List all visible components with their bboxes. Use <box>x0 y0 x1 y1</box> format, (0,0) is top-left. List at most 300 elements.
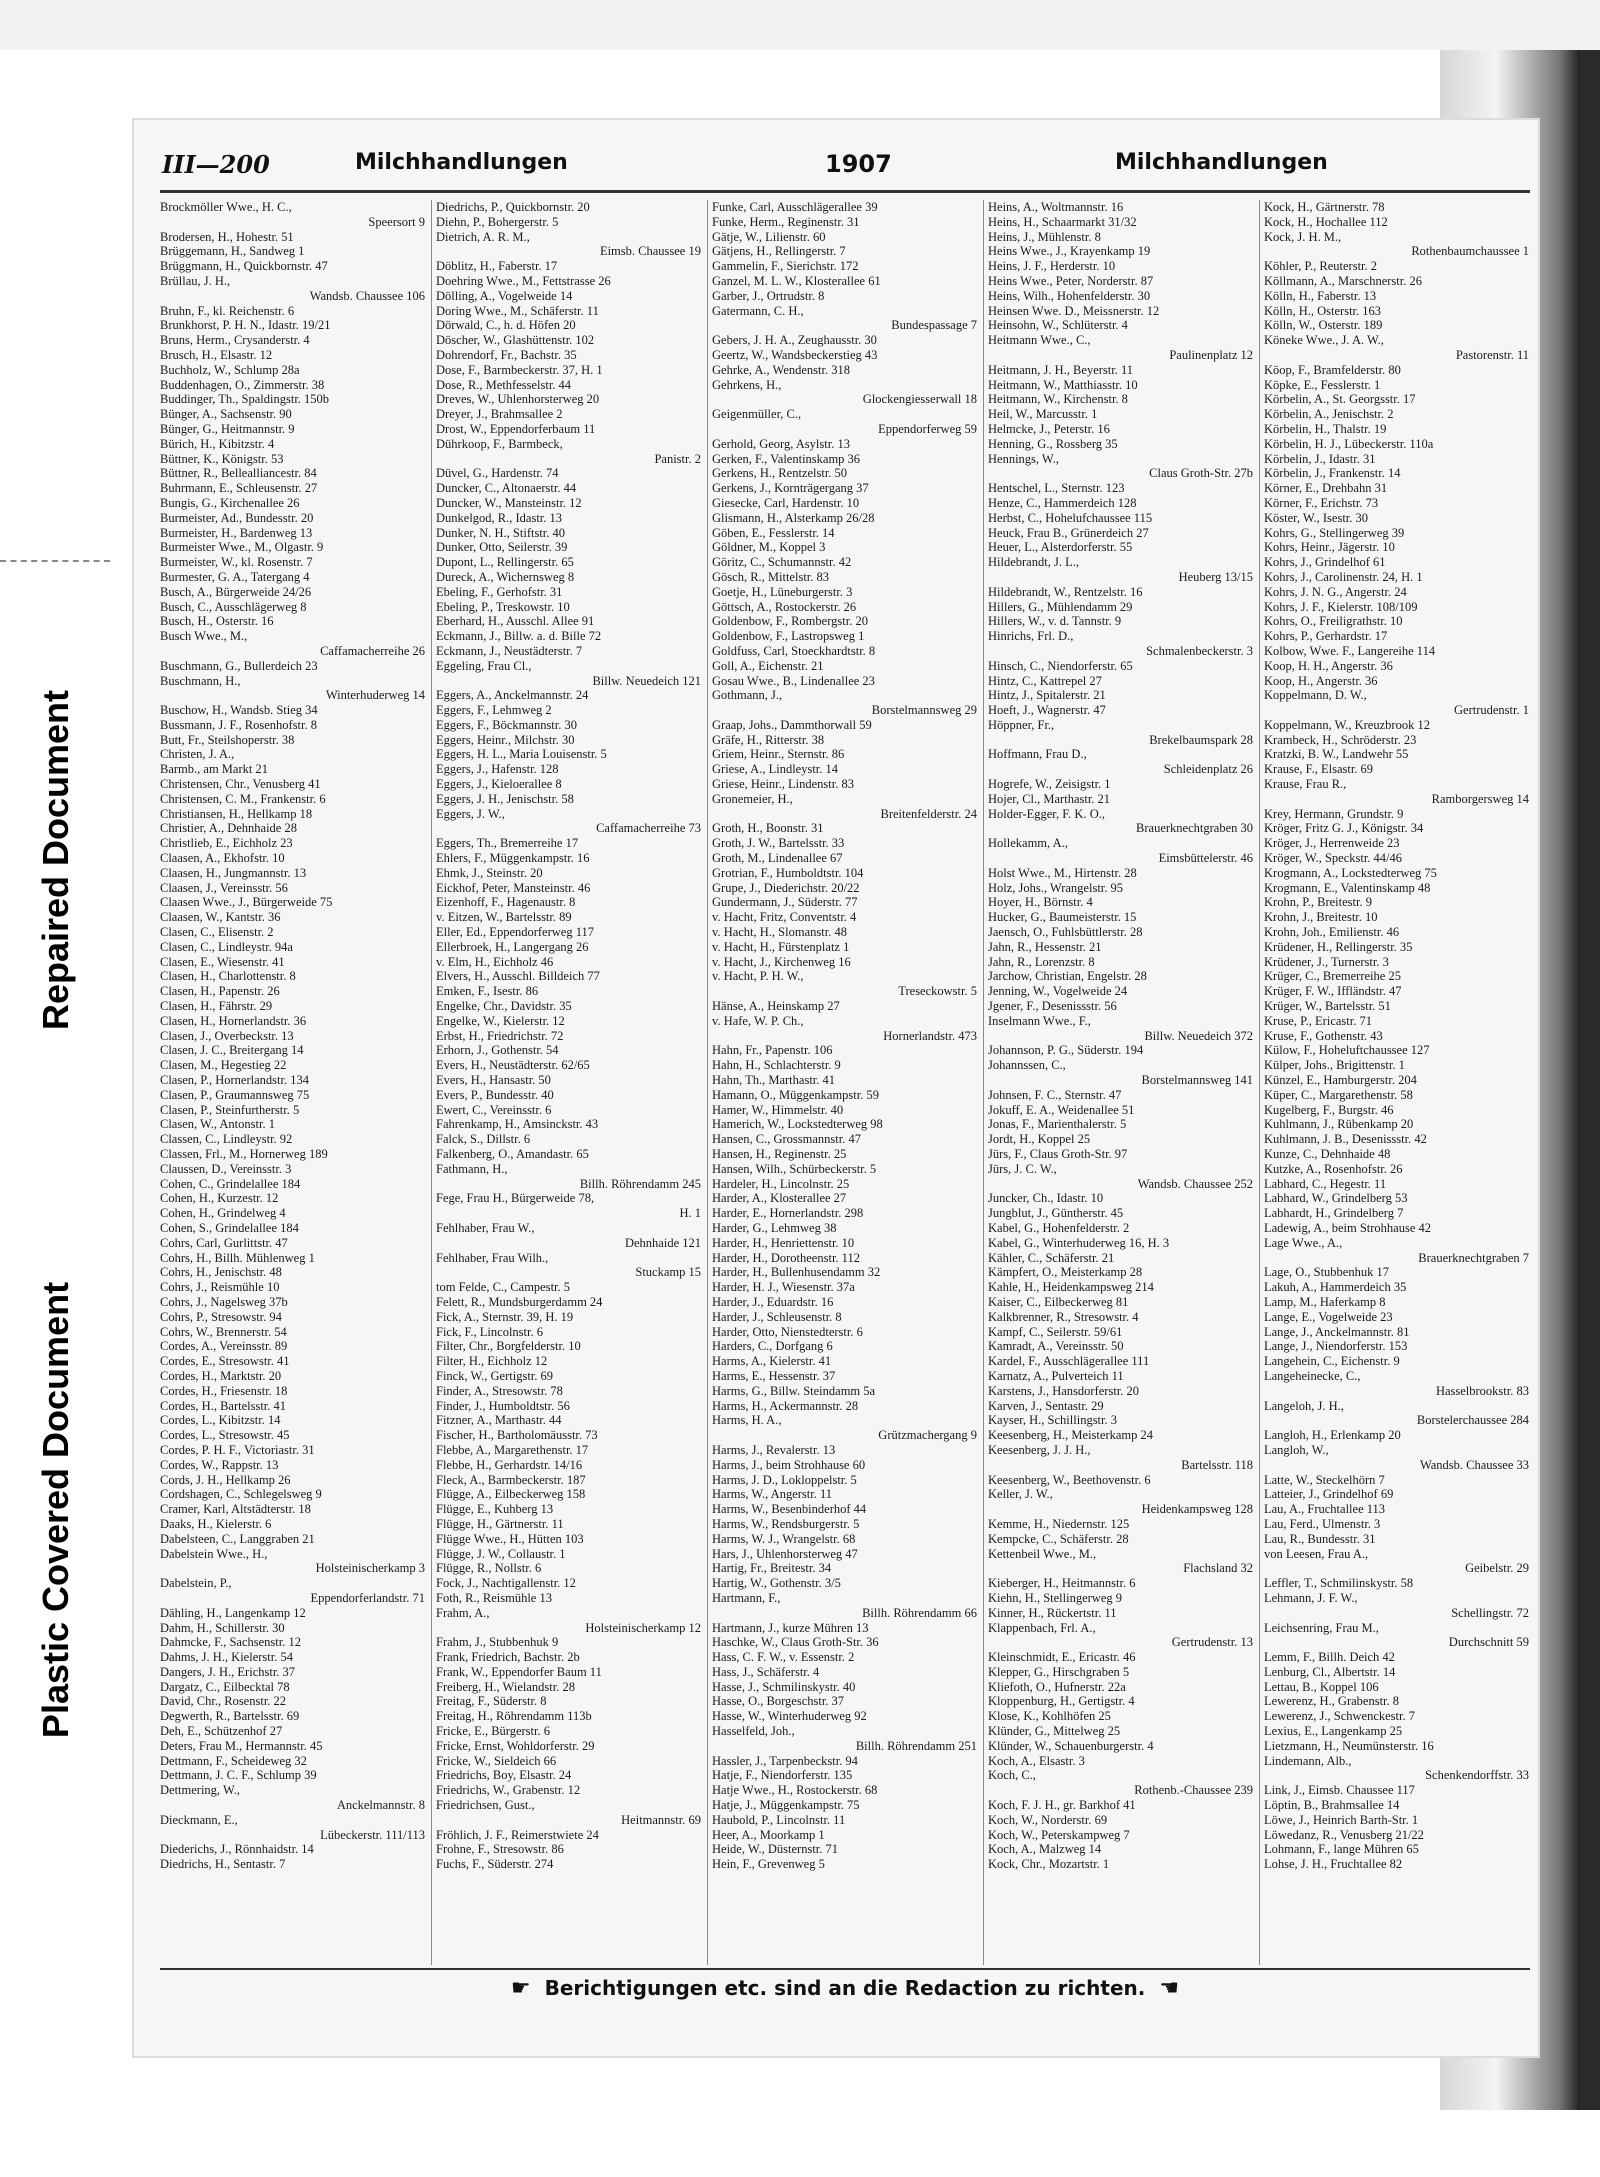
directory-entry: Gammelin, F., Sierichstr. 172 <box>712 259 859 274</box>
directory-entry: Koch, A., Elsastr. 3 <box>988 1753 1085 1768</box>
directory-entry: Köster, W., Isestr. 30 <box>1264 510 1369 525</box>
directory-entry: Harms, J., beim Strohhause 60 <box>712 1457 866 1472</box>
directory-entry: Kemme, H., Niedernstr. 125 <box>988 1516 1130 1531</box>
directory-entry: Gosau Wwe., B., Lindenallee 23 <box>712 673 875 688</box>
directory-entry: Hasse, W., Winterhuderweg 92 <box>712 1709 867 1724</box>
directory-entry: Kabel, G., Winterhuderweg 16, H. 3 <box>988 1235 1170 1250</box>
directory-entry: Dose, F., Barmbeckerstr. 37, H. 1 <box>436 362 603 377</box>
directory-entry: Schenkendorffstr. 33 <box>1425 1768 1529 1783</box>
directory-entry: Clasen, C., Lindleystr. 94a <box>160 939 293 954</box>
directory-entry: Leffler, T., Schmilinskystr. 58 <box>1264 1576 1414 1591</box>
directory-entry: Krüdener, H., Rellingerstr. 35 <box>1264 939 1413 954</box>
directory-entry: Künzel, E., Hamburgerstr. 204 <box>1264 1073 1417 1088</box>
directory-entry: Harms, W., Besenbinderhof 44 <box>712 1502 867 1517</box>
directory-entry: Hass, J., Schäferstr. 4 <box>712 1664 820 1679</box>
directory-entry: Harder, G., Lehmweg 38 <box>712 1220 837 1235</box>
directory-entry: Classen, C., Lindleystr. 92 <box>160 1132 293 1147</box>
directory-entry: Lehmann, J. F. W., <box>1264 1590 1358 1605</box>
directory-entry: Eller, Ed., Eppendorferweg 117 <box>436 925 595 940</box>
directory-entry: Fehlhaber, Frau W., <box>436 1220 535 1235</box>
directory-entry: Ganzel, M. L. W., Klosterallee 61 <box>712 273 881 288</box>
directory-entry: Bartelsstr. 118 <box>1181 1457 1253 1472</box>
directory-entry: Köneke Wwe., J. A. W., <box>1264 333 1384 348</box>
directory-entry: Kock, J. H. M., <box>1264 229 1342 244</box>
directory-entry: Eggers, J., Kieloerallee 8 <box>436 777 562 792</box>
directory-entry: Dunker, N. H., Stiftstr. 40 <box>436 525 566 540</box>
directory-entry: Hintz, J., Spitalerstr. 21 <box>988 688 1106 703</box>
directory-entry: Kieberger, H., Heitmannstr. 6 <box>988 1576 1136 1591</box>
directory-entry: Kruse, F., Gothenstr. 43 <box>1264 1028 1383 1043</box>
directory-entry: Kugelberg, F., Burgstr. 46 <box>1264 1102 1394 1117</box>
directory-entry: Rothenb.-Chaussee 239 <box>1134 1783 1253 1798</box>
directory-entry: Heuer, L., Alsterdorferstr. 55 <box>988 540 1133 555</box>
directory-entry: Cohrs, H., Billh. Mühlenweg 1 <box>160 1250 315 1265</box>
directory-entry: Heitmann, J. H., Beyerstr. 11 <box>988 362 1134 377</box>
directory-entry: Deh, E., Schützenhof 27 <box>160 1724 283 1739</box>
directory-entry: Holst Wwe., M., Hirtenstr. 28 <box>988 865 1137 880</box>
directory-entry: Heins, J., Mühlenstr. 8 <box>988 229 1101 244</box>
directory-entry: Koop, H., Angerstr. 36 <box>1264 673 1378 688</box>
directory-entry: Fleck, A., Barmbeckerstr. 187 <box>436 1472 586 1487</box>
label-divider <box>0 560 110 562</box>
directory-entry: Körbelin, A., St. Georgsstr. 17 <box>1264 392 1416 407</box>
directory-entry: Freitag, F., Süderstr. 8 <box>436 1694 547 1709</box>
directory-entry: Kaiser, C., Eilbeckerweg 81 <box>988 1294 1129 1309</box>
directory-entry: Krogmann, E., Valentinskamp 48 <box>1264 880 1431 895</box>
directory-entry: Graap, Johs., Dammthorwall 59 <box>712 717 872 732</box>
directory-entry: Borstelerchaussee 284 <box>1416 1413 1529 1428</box>
directory-entry: Krohn, P., Breitestr. 9 <box>1264 895 1372 910</box>
directory-entry: Panistr. 2 <box>654 451 701 466</box>
directory-entry: Geertz, W., Wandsbeckerstieg 43 <box>712 347 878 362</box>
directory-entry: Christlieb, E., Eichholz 23 <box>160 836 293 851</box>
directory-entry: Harder, J., Eduardstr. 16 <box>712 1294 834 1309</box>
directory-entry: Clasen, H., Fährstr. 29 <box>160 999 273 1014</box>
directory-entry: Frohne, F., Stresowstr. 86 <box>436 1842 564 1857</box>
directory-entry: Brekelbaumspark 28 <box>1149 732 1253 747</box>
directory-entry: v. Elm, H., Eichholz 46 <box>436 954 554 969</box>
directory-entry: Fröhlich, J. F., Reimerstwiete 24 <box>436 1827 599 1842</box>
directory-entry: Harms, W., Rendsburgerstr. 5 <box>712 1516 860 1531</box>
directory-entry: Fitzner, A., Marthastr. 44 <box>436 1413 562 1428</box>
directory-entry: Bundespassage 7 <box>891 318 977 333</box>
directory-entry: Buschow, H., Wandsb. Stieg 34 <box>160 703 318 718</box>
column-divider <box>431 200 432 1965</box>
directory-entry: Griese, A., Lindleystr. 14 <box>712 762 839 777</box>
directory-entry: Duncker, W., Mansteinstr. 12 <box>436 495 582 510</box>
directory-entry: Clasen, P., Graumannsweg 75 <box>160 1087 310 1102</box>
directory-entry: Stuckamp 15 <box>635 1265 701 1280</box>
directory-entry: Falck, S., Dillstr. 6 <box>436 1132 531 1147</box>
directory-entry: Eggers, A., Anckelmannstr. 24 <box>436 688 589 703</box>
directory-entry: Büttner, K., Königstr. 53 <box>160 451 284 466</box>
directory-entry: Kölln, H., Faberstr. 13 <box>1264 288 1377 303</box>
directory-entry: v. Hacht, P. H. W., <box>712 969 804 984</box>
pointing-hand-right-icon: ☛ <box>510 1976 531 2001</box>
directory-entry: Billw. Neuedeich 121 <box>592 673 701 688</box>
directory-entry: Koop, H. H., Angerstr. 36 <box>1264 658 1393 673</box>
directory-entry: Kayser, H., Schillingstr. 3 <box>988 1413 1118 1428</box>
directory-entry: Büttner, R., Bellealliancestr. 84 <box>160 466 317 481</box>
directory-entry: Harms, W., Angerstr. 11 <box>712 1487 833 1502</box>
directory-entry: Lindemann, Alb., <box>1264 1753 1352 1768</box>
directory-entry: Jordt, H., Koppel 25 <box>988 1132 1091 1147</box>
directory-entry: Breitenfelderstr. 24 <box>880 806 977 821</box>
directory-entry: v. Hacht, Fritz, Conventstr. 4 <box>712 910 857 925</box>
directory-entry: Groth, M., Lindenallee 67 <box>712 851 843 866</box>
directory-entry: Eggers, J., Hafenstr. 128 <box>436 762 559 777</box>
directory-entry: Treseckowstr. 5 <box>898 984 977 999</box>
directory-entry: Wandsb. Chaussee 252 <box>1137 1176 1253 1191</box>
directory-entry: Hartmann, F., <box>712 1590 781 1605</box>
directory-entry: Cohrs, Carl, Gurlittstr. 47 <box>160 1235 288 1250</box>
directory-entry: Holsteinischerkamp 3 <box>315 1561 425 1576</box>
directory-entry: Griese, Heinr., Lindenstr. 83 <box>712 777 854 792</box>
directory-entry: Köhler, P., Reuterstr. 2 <box>1264 259 1378 274</box>
directory-entry: Burmeister, H., Bardenweg 13 <box>160 525 313 540</box>
directory-entry: Eggers, Th., Bremerreihe 17 <box>436 836 579 851</box>
directory-entry: Eppendorferlandstr. 71 <box>310 1590 425 1605</box>
directory-entry: Lau, Ferd., Ulmenstr. 3 <box>1264 1516 1381 1531</box>
directory-entry: Heins, J. F., Herderstr. 10 <box>988 259 1116 274</box>
directory-entry: Gräfe, H., Ritterstr. 38 <box>712 732 825 747</box>
directory-entry: Fricke, W., Sieldeich 66 <box>436 1753 557 1768</box>
directory-entry: Dettmann, J. C. F., Schlump 39 <box>160 1768 317 1783</box>
directory-entry: Engelke, Chr., Davidstr. 35 <box>436 999 572 1014</box>
directory-entry: Dörwald, C., h. d. Höfen 20 <box>436 318 576 333</box>
directory-entry: Kröger, W., Speckstr. 44/46 <box>1264 851 1403 866</box>
directory-entry: Krüger, F. W., Iffländstr. 47 <box>1264 984 1402 999</box>
directory-entry: Köpke, E., Fesslerstr. 1 <box>1264 377 1381 392</box>
directory-entry: Cordes, H., Friesenstr. 18 <box>160 1383 288 1398</box>
directory-entry: Heins, H., Schaarmarkt 31/32 <box>988 214 1137 229</box>
directory-entry: Dahms, J. H., Kielerstr. 54 <box>160 1650 293 1665</box>
directory-entry: Harms, A., Kielerstr. 41 <box>712 1354 832 1369</box>
directory-entry: Billw. Neuedeich 372 <box>1144 1028 1253 1043</box>
directory-entry: Cordes, L., Kibitzstr. 14 <box>160 1413 281 1428</box>
directory-entry: Haubold, P., Lincolnstr. 11 <box>712 1812 846 1827</box>
directory-entry: Burmeister, Ad., Bundesstr. 20 <box>160 510 314 525</box>
directory-entry: Gätje, W., Lilienstr. 60 <box>712 229 826 244</box>
directory-entry: Lewerenz, J., Schwenckestr. 7 <box>1264 1709 1415 1724</box>
directory-entry: Hars, J., Uhlenhorsterweg 47 <box>712 1546 858 1561</box>
directory-entry: Diedrichs, H., Sentastr. 7 <box>160 1857 286 1872</box>
directory-entry: Heuck, Frau B., Grünerdeich 27 <box>988 525 1149 540</box>
directory-entry: Löptin, B., Brahmsallee 14 <box>1264 1798 1400 1813</box>
directory-entry: Fuchs, F., Süderstr. 274 <box>436 1857 554 1872</box>
directory-entry: Eimsbüttelerstr. 46 <box>1158 851 1253 866</box>
directory-entry: Cohen, H., Grindelweg 4 <box>160 1206 286 1221</box>
directory-entry: Kröger, J., Herrenweide 23 <box>1264 836 1400 851</box>
directory-entry: Harder, E., Hornerlandstr. 298 <box>712 1206 864 1221</box>
directory-entry: von Leesen, Frau A., <box>1264 1546 1369 1561</box>
directory-entry: Claasen, H., Jungmannstr. 13 <box>160 865 307 880</box>
directory-entry: Fehlhaber, Frau Wilh., <box>436 1250 549 1265</box>
directory-entry: Lemm, F., Billh. Deich 42 <box>1264 1650 1395 1665</box>
directory-entry: Bürich, H., Kibitzstr. 4 <box>160 436 275 451</box>
directory-entry: Hänse, A., Heinskamp 27 <box>712 999 840 1014</box>
directory-entry: Cohen, S., Grindelallee 184 <box>160 1220 299 1235</box>
pointing-hand-left-icon: ☚ <box>1159 1976 1180 2001</box>
directory-entry: Labhard, C., Hegestr. 11 <box>1264 1176 1387 1191</box>
directory-entry: Lau, A., Fruchtallee 113 <box>1264 1502 1386 1517</box>
directory-entry: Hinrichs, Frl. D., <box>988 629 1074 644</box>
directory-entry: v. Hacht, H., Slomanstr. 48 <box>712 925 847 940</box>
directory-entry: Kohrs, O., Freiligrathstr. 10 <box>1264 614 1403 629</box>
directory-entry: Erbst, H., Friedrichstr. 72 <box>436 1028 564 1043</box>
column-4 <box>988 200 1253 1965</box>
directory-entry: Ehlers, F., Müggenkampstr. 16 <box>436 851 590 866</box>
column-2 <box>436 200 701 1965</box>
directory-entry: Hinsch, C., Niendorferstr. 65 <box>988 658 1133 673</box>
directory-entry: Burmeister, W., kl. Rosenstr. 7 <box>160 555 313 570</box>
directory-entry: Paulinenplatz 12 <box>1169 347 1253 362</box>
directory-entry: Koppelmann, W., Kreuzbrook 12 <box>1264 717 1430 732</box>
directory-entry: Wandsb. Chaussee 106 <box>309 288 425 303</box>
directory-entry: Hahn, Th., Marthastr. 41 <box>712 1073 836 1088</box>
directory-entry: Claasen, W., Kantstr. 36 <box>160 910 281 925</box>
directory-entry: Lange, J., Niendorferstr. 153 <box>1264 1339 1408 1354</box>
directory-entry: Doehring Wwe., M., Fettstrasse 26 <box>436 273 611 288</box>
directory-entry: Johannssen, C., <box>988 1058 1066 1073</box>
section-title-right: Milchhandlungen <box>1115 150 1328 175</box>
directory-entry: Krüger, C., Bremerreihe 25 <box>1264 969 1401 984</box>
directory-entry: Dührkoop, F., Barmbeck, <box>436 436 563 451</box>
directory-entry: Billh. Röhrendamm 251 <box>855 1738 977 1753</box>
directory-entry: Groth, H., Boonstr. 31 <box>712 821 824 836</box>
directory-entry: Lohmann, F., lange Mühren 65 <box>1264 1842 1419 1857</box>
directory-entry: Gronemeier, H., <box>712 791 793 806</box>
directory-entry: Engelke, W., Kielerstr. 12 <box>436 1013 565 1028</box>
directory-entry: Kahle, H., Heidenkampsweg 214 <box>988 1280 1154 1295</box>
directory-entry: Johnsen, F. C., Sternstr. 47 <box>988 1087 1122 1102</box>
directory-entry: Busch, H., Osterstr. 16 <box>160 614 274 629</box>
directory-entry: Gatermann, C. H., <box>712 303 804 318</box>
directory-entry: Friedrichs, Boy, Elsastr. 24 <box>436 1768 572 1783</box>
directory-entry: Heitmann Wwe., C., <box>988 333 1091 348</box>
directory-entry: Grotrian, F., Humboldtstr. 104 <box>712 865 864 880</box>
directory-entry: Höppner, Fr., <box>988 717 1055 732</box>
directory-entry: Löwe, J., Heinrich Barth-Str. 1 <box>1264 1812 1419 1827</box>
directory-entry: Dähling, H., Langenkamp 12 <box>160 1605 306 1620</box>
directory-entry: Christen, J. A., <box>160 747 235 762</box>
directory-entry: Dietrich, A. R. M., <box>436 229 530 244</box>
directory-entry: Hoeft, J., Wagnerstr. 47 <box>988 703 1106 718</box>
directory-entry: Flügge, R., Nollstr. 6 <box>436 1561 542 1576</box>
directory-entry: Brüggemann, H., Sandweg 1 <box>160 244 305 259</box>
directory-entry: Hojer, Cl., Marthastr. 21 <box>988 791 1111 806</box>
directory-entry: Gehrke, A., Wendenstr. 318 <box>712 362 850 377</box>
directory-entry: Busch, A., Bürgerweide 24/26 <box>160 584 312 599</box>
directory-entry: Herbst, C., Hohelufchaussee 115 <box>988 510 1153 525</box>
directory-entry: Cordes, L., Stresowstr. 45 <box>160 1428 290 1443</box>
directory-entry: Heidenkampsweg 128 <box>1141 1502 1253 1517</box>
directory-entry: Kleinschmidt, E., Ericastr. 46 <box>988 1650 1136 1665</box>
directory-entry: Holz, Johs., Wrangelstr. 95 <box>988 880 1124 895</box>
directory-entry: Hasse, O., Borgeschstr. 37 <box>712 1694 845 1709</box>
directory-entry: Klünder, W., Schauenburgerstr. 4 <box>988 1738 1154 1753</box>
directory-entry: Rothenbaumchaussee 1 <box>1411 244 1529 259</box>
directory-entry: Eckmann, J., Neustädterstr. 7 <box>436 643 583 658</box>
directory-entry: Cordes, E., Stresowstr. 41 <box>160 1354 290 1369</box>
directory-entry: Gerkens, H., Rentzelstr. 50 <box>712 466 848 481</box>
directory-entry: Krohn, Joh., Emilienstr. 46 <box>1264 925 1400 940</box>
directory-entry: Dieckmann, E., <box>160 1812 238 1827</box>
directory-entry: Krüdener, J., Turnerstr. 3 <box>1264 954 1389 969</box>
directory-entry: Dunkelgod, R., Idastr. 13 <box>436 510 563 525</box>
directory-entry: Kock, Chr., Mozartstr. 1 <box>988 1857 1110 1872</box>
directory-entry: Geibelstr. 29 <box>1465 1561 1529 1576</box>
directory-entry: Glockengiesserwall 18 <box>862 392 977 407</box>
directory-entry: Hillers, W., v. d. Tannstr. 9 <box>988 614 1122 629</box>
directory-entry: Inselmann Wwe., F., <box>988 1013 1091 1028</box>
directory-entry: Henning, G., Rossberg 35 <box>988 436 1118 451</box>
directory-entry: Krause, F., Elsastr. 69 <box>1264 762 1374 777</box>
directory-entry: Dölling, A., Vogelweide 14 <box>436 288 573 303</box>
directory-entry: Hoffmann, Frau D., <box>988 747 1087 762</box>
directory-entry: Kratzki, B. W., Landwehr 55 <box>1264 747 1409 762</box>
directory-entry: Brauerknechtgraben 30 <box>1136 821 1253 836</box>
directory-entry: Heil, W., Marcusstr. 1 <box>988 407 1098 422</box>
directory-entry: Gösch, R., Mittelstr. 83 <box>712 569 830 584</box>
directory-entry: Hogrefe, W., Zeisigstr. 1 <box>988 777 1111 792</box>
directory-entry: Barmb., am Markt 21 <box>160 762 268 777</box>
section-title-left: Milchhandlungen <box>355 150 568 175</box>
directory-entry: Garber, J., Ortrudstr. 8 <box>712 288 825 303</box>
directory-entry: Borstelmannsweg 141 <box>1141 1073 1253 1088</box>
directory-entry: Claasen, J., Vereinsstr. 56 <box>160 880 288 895</box>
directory-entry: Groth, J. W., Bartelsstr. 33 <box>712 836 845 851</box>
directory-entry: Körbelin, H., Thalstr. 19 <box>1264 421 1387 436</box>
directory-entry: Burmeister Wwe., M., Olgastr. 9 <box>160 540 324 555</box>
directory-entry: Jenning, W., Vogelweide 24 <box>988 984 1128 999</box>
directory-entry: Burmester, G. A., Tatergang 4 <box>160 569 310 584</box>
directory-entry: Flügge, J. W., Collaustr. 1 <box>436 1546 566 1561</box>
directory-entry: Kohrs, P., Gerhardstr. 17 <box>1264 629 1388 644</box>
directory-entry: Brodersen, H., Hohestr. 51 <box>160 229 294 244</box>
directory-entry: Kutzke, A., Rosenhofstr. 26 <box>1264 1161 1403 1176</box>
directory-entry: Kuhlmann, J., Rübenkamp 20 <box>1264 1117 1414 1132</box>
directory-entry: Harms, G., Billw. Steindamm 5a <box>712 1383 876 1398</box>
directory-entry: Heide, W., Düsternstr. 71 <box>712 1842 839 1857</box>
directory-entry: Kruse, P., Ericastr. 71 <box>1264 1013 1372 1028</box>
directory-entry: Keesenberg, J. J. H., <box>988 1442 1091 1457</box>
directory-entry: Brockmöller Wwe., H. C., <box>160 200 292 214</box>
directory-entry: Körner, E., Drehbahn 31 <box>1264 481 1388 496</box>
directory-entry: Jürs, J. C. W., <box>988 1161 1057 1176</box>
directory-entry: Gothmann, J., <box>712 688 783 703</box>
directory-entry: Cohrs, J., Reismühle 10 <box>160 1280 280 1295</box>
directory-entry: Dohrendorf, Fr., Bachstr. 35 <box>436 347 577 362</box>
directory-entry: Bünger, A., Sachsenstr. 90 <box>160 407 292 422</box>
directory-entry: Heitmann, W., Matthiasstr. 10 <box>988 377 1138 392</box>
directory-entry: Clasen, W., Antonstr. 1 <box>160 1117 275 1132</box>
directory-entry: tom Felde, C., Campestr. 5 <box>436 1280 571 1295</box>
directory-entry: Keesenberg, W., Beethovenstr. 6 <box>988 1472 1151 1487</box>
directory-entry: Karstens, J., Hansdorferstr. 20 <box>988 1383 1140 1398</box>
directory-entry: Doring Wwe., M., Schäferstr. 11 <box>436 303 599 318</box>
directory-entry: Brusch, H., Elsastr. 12 <box>160 347 273 362</box>
directory-entry: Dahm, H., Schillerstr. 30 <box>160 1620 285 1635</box>
directory-entry: Brauerknechtgraben 7 <box>1418 1250 1529 1265</box>
directory-entry: Dabelstein, P., <box>160 1576 232 1591</box>
directory-entry: Koch, F. J. H., gr. Barkhof 41 <box>988 1798 1136 1813</box>
directory-entry: v. Eitzen, W., Bartelsstr. 89 <box>436 910 572 925</box>
directory-entry: Lohse, J. H., Fruchtallee 82 <box>1264 1857 1403 1872</box>
directory-entry: Geigenmüller, C., <box>712 407 802 422</box>
directory-entry: Speersort 9 <box>368 214 425 229</box>
directory-entry: Fathmann, H., <box>436 1161 508 1176</box>
directory-entry: Gebers, J. H. A., Zeughausstr. 30 <box>712 333 877 348</box>
directory-entry: Körner, F., Erichstr. 73 <box>1264 495 1379 510</box>
directory-entry: Kamradt, A., Vereinsstr. 50 <box>988 1339 1124 1354</box>
directory-entry: Jokuff, E. A., Weidenallee 51 <box>988 1102 1135 1117</box>
directory-entry: Link, J., Eimsb. Chaussee 117 <box>1264 1783 1415 1798</box>
directory-entry: Friedrichsen, Gust., <box>436 1798 535 1813</box>
directory-entry: Clasen, C., Elisenstr. 2 <box>160 925 274 940</box>
directory-entry: Filter, Chr., Borgfelderstr. 10 <box>436 1339 581 1354</box>
directory-entry: Claus Groth-Str. 27b <box>1149 466 1253 481</box>
directory-entry: Dahmcke, F., Sachsenstr. 12 <box>160 1635 301 1650</box>
directory-entry: Körbelin, J., Frankenstr. 14 <box>1264 466 1401 481</box>
directory-entry: Holsteinischerkamp 12 <box>585 1620 701 1635</box>
directory-entry: Brüggmann, H., Quickbornstr. 47 <box>160 259 328 274</box>
directory-entry: Drost, W., Eppendorferbaum 11 <box>436 421 596 436</box>
directory-entry: Falkenberg, O., Amandastr. 65 <box>436 1147 589 1161</box>
directory-entry: Düvel, G., Hardenstr. 74 <box>436 466 559 481</box>
directory-entry: Dupont, L., Rellingerstr. 65 <box>436 555 574 570</box>
directory-entry: v. Hacht, J., Kirchenweg 16 <box>712 954 851 969</box>
directory-entry: Buddinger, Th., Spaldingstr. 150b <box>160 392 330 407</box>
directory-entry: Kröger, Fritz G. J., Königstr. 34 <box>1264 821 1424 836</box>
directory-entry: Christensen, C. M., Frankenstr. 6 <box>160 791 326 806</box>
directory-entry: Heitmannstr. 69 <box>621 1812 701 1827</box>
directory-entry: Göttsch, A., Rostockerstr. 26 <box>712 599 857 614</box>
directory-entry: Flügge, E., Kuhberg 13 <box>436 1502 554 1517</box>
directory-entry: Koch, A., Malzweg 14 <box>988 1842 1102 1857</box>
directory-entry: Kölln, W., Osterstr. 189 <box>1264 318 1383 333</box>
directory-entry: Hansen, C., Grossmannstr. 47 <box>712 1132 861 1147</box>
directory-entry: Buhrmann, E., Schleusenstr. 27 <box>160 481 318 496</box>
directory-entry: Dettmering, W., <box>160 1783 240 1798</box>
directory-entry: Hamer, W., Himmelstr. 40 <box>712 1102 844 1117</box>
directory-entry: Labhard, W., Grindelberg 53 <box>1264 1191 1408 1206</box>
directory-entry: Ramborgersweg 14 <box>1431 791 1529 806</box>
directory-entry: Lexius, E., Langenkamp 25 <box>1264 1724 1403 1739</box>
directory-entry: Funke, Herm., Reginenstr. 31 <box>712 214 860 229</box>
directory-entry: Eberhard, H., Ausschl. Allee 91 <box>436 614 595 629</box>
directory-entry: Kohrs, G., Stellingerweg 39 <box>1264 525 1405 540</box>
directory-entry: v. Hacht, H., Fürstenplatz 1 <box>712 939 850 954</box>
directory-entry: Claasen Wwe., J., Bürgerweide 75 <box>160 895 333 910</box>
directory-entry: Eggers, F., Lehmweg 2 <box>436 703 552 718</box>
directory-entry: Latte, W., Steckelhörn 7 <box>1264 1472 1385 1487</box>
directory-entry: Clasen, M., Hegestieg 22 <box>160 1058 287 1073</box>
footer-rule <box>160 1968 1530 1970</box>
directory-entry: Dettmann, F., Scheideweg 32 <box>160 1753 307 1768</box>
directory-entry: Hucker, G., Baumeisterstr. 15 <box>988 910 1137 925</box>
directory-entry: Harms, J., Revalerstr. 13 <box>712 1442 836 1457</box>
directory-entry: Winterhuderweg 14 <box>325 688 425 703</box>
directory-entry: Hartig, Fr., Breitestr. 34 <box>712 1561 832 1576</box>
directory-entry: Claasen, A., Ekhofstr. 10 <box>160 851 285 866</box>
directory-entry: Dabelstein Wwe., H., <box>160 1546 268 1561</box>
header-rule <box>160 190 1530 193</box>
directory-entry: Goldfuss, Carl, Stoeckhardtstr. 8 <box>712 643 876 658</box>
directory-entry: Harms, H., Ackermannstr. 28 <box>712 1398 859 1413</box>
directory-entry: Eggers, H. L., Maria Louisenstr. 5 <box>436 747 607 762</box>
page-number: III—200 <box>162 150 270 179</box>
